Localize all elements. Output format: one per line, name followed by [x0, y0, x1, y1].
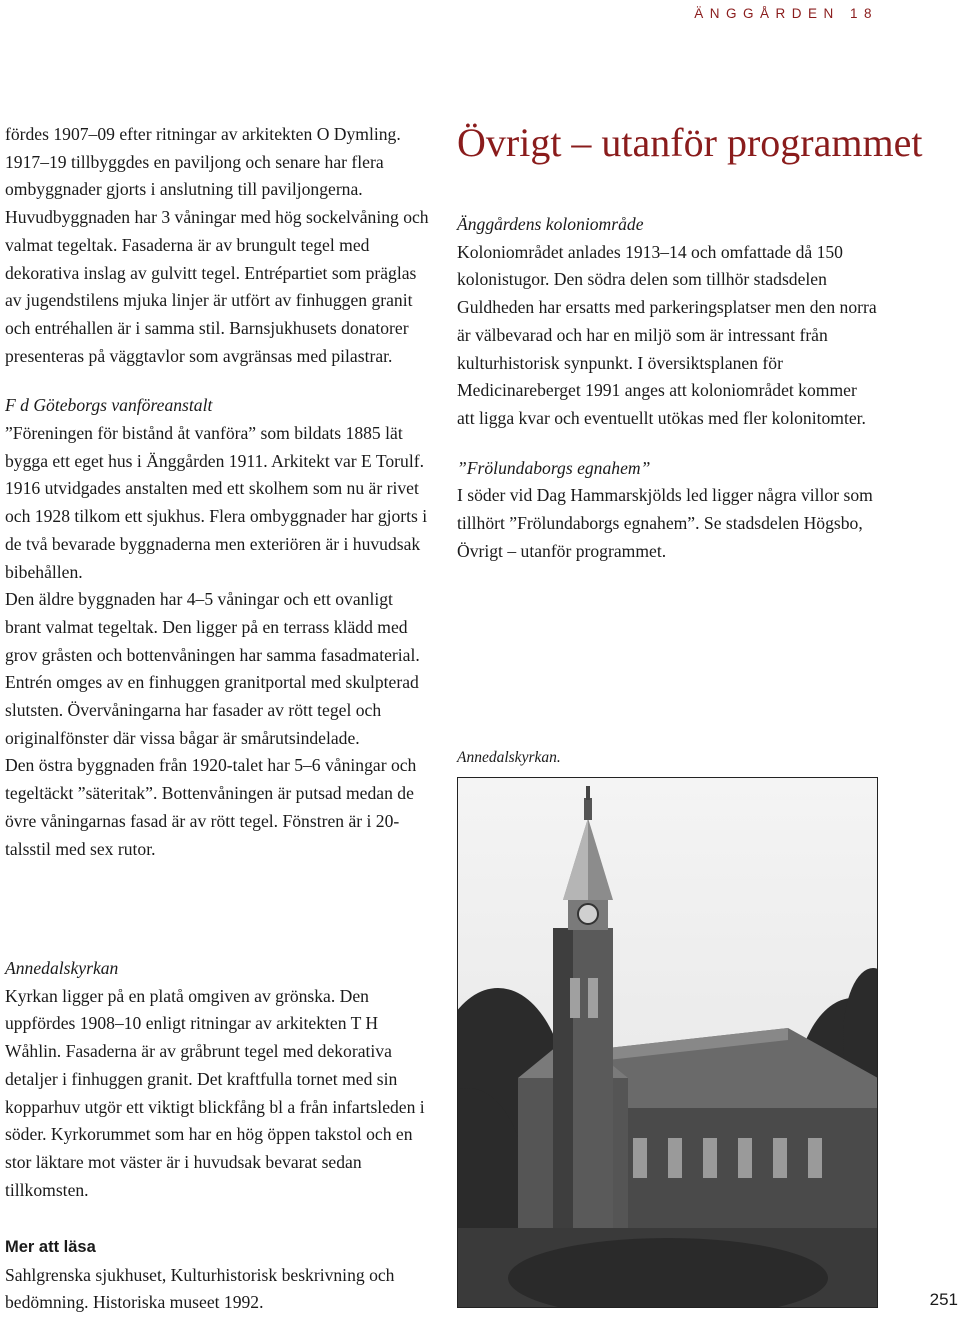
page-number: 251: [929, 1290, 958, 1309]
intro-paragraph: fördes 1907–09 efter ritningar av arkitekten O Dymling. 1917–19 tillbyggdes en paviljong och senare har flera ombyggnader gjorts i anslutning till paviljongerna. Huvudbyggnaden har 3 våningar med hög sockelvåning och valmat tegeltak. Fasaderna är av brungult tegel med dekorativa inslag av gulvitt tegel. Entrépartiet som präglas av jugendstilens mjuka linjer är utfört av finhuggen granit och entréhallen är i samma stil. Barnsjukhusets donatorer presenteras på väggtavlor som avgränsas med pilastrar.: [5, 124, 429, 366]
running-head: ÄNGGÅRDEN 18: [694, 6, 878, 21]
vanfor-paragraph-2: Den äldre byggnaden har 4–5 våningar och ett ovanligt brant valmat tegeltak. Den ligger på en terrass klädd med grov gråsten och bottenvåningen har samma fasadmaterial. Entrén omges av en finhuggen granitportal med skulpterad slutsten. Övervåningarna har fasader av rött tegel och originalfönster där vissa bågar är smårutsindelade.: [5, 589, 420, 748]
further-reading: [5, 1234, 430, 1317]
koloni-paragraph: Koloniområdet anlades 1913–14 och omfattade då 150 kolonistugor. Den södra delen som tillhör stadsdelen Guldheden har ersatts med parkeringsplatser men den norra är välbevarad och har en miljö som är intressant från kulturhistorisk synpunkt. I översiktsplanen för Medicinareberget 1991 anges att koloniområdet kommer att ligga kvar och eventuellt utökas med fler kolonitomter.: [457, 241, 877, 428]
section-title: Övrigt – utanför programmet: [457, 120, 923, 165]
annedal-section: [5, 955, 430, 1204]
vanfor-heading: F d Göteborgs vanföreanstalt: [5, 395, 213, 416]
vanfor-paragraph-3: Den östra byggnaden från 1920-talet har 5–6 våningar och tegeltäckt ”säteritak”. Bottenvåningen är putsad medan de övre våningarnas fasad är av rött tegel. Fönstren är i 20-talsstil med sex rutor.: [5, 755, 417, 859]
annedal-paragraph: Kyrkan ligger på en platå omgiven av grönska. Den uppfördes 1908–10 enligt ritningar av arkitekten T H Wåhlin. Fasaderna är av gråbrunt tegel med dekorativa detaljer i finhuggen granit. Det kraftfulla tornet med sin kopparhuv utgör ett viktigt blickfång bl a från infartsleden i söder. Kyrkorummet som har en hög öppen takstol och en stor läktare mot väster är i huvudsak bevarat sedan tillkomsten.: [5, 985, 425, 1200]
church-illustration: [458, 778, 878, 1308]
right-column: [457, 211, 877, 565]
egnahem-heading: ”Frölundaborgs egnahem”: [457, 457, 651, 478]
photo-caption: Annedalskyrkan.: [457, 749, 561, 766]
egnahem-paragraph: I söder vid Dag Hammarskjölds led ligger några villor som tillhört ”Frölundaborgs egnahem”. Se stadsdelen Högsbo, Övrigt – utanför programmet.: [457, 485, 873, 561]
left-column: [5, 121, 430, 863]
further-reading-heading: Mer att läsa: [5, 1238, 96, 1256]
koloni-heading: Änggårdens koloniområde: [457, 214, 644, 234]
church-photo: [457, 777, 878, 1308]
annedal-heading: Annedalskyrkan: [5, 958, 119, 978]
further-reading-text: Sahlgrenska sjukhuset, Kulturhistorisk beskrivning och bedömning. Historiska museet 1992.: [5, 1264, 395, 1313]
vanfor-paragraph-1: ”Föreningen för bistånd åt vanföra” som bildats 1885 lät bygga ett eget hus i Änggården 1911. Arkitekt var E Torulf. 1916 utvidgades anstalten med ett skolhem som nu är rivet och 1928 tilkom ett sjukhus. Flera ombyggnader har gjorts i de två bevarade byggnaderna men exteriören är i huvudsak bibehållen.: [5, 423, 428, 582]
